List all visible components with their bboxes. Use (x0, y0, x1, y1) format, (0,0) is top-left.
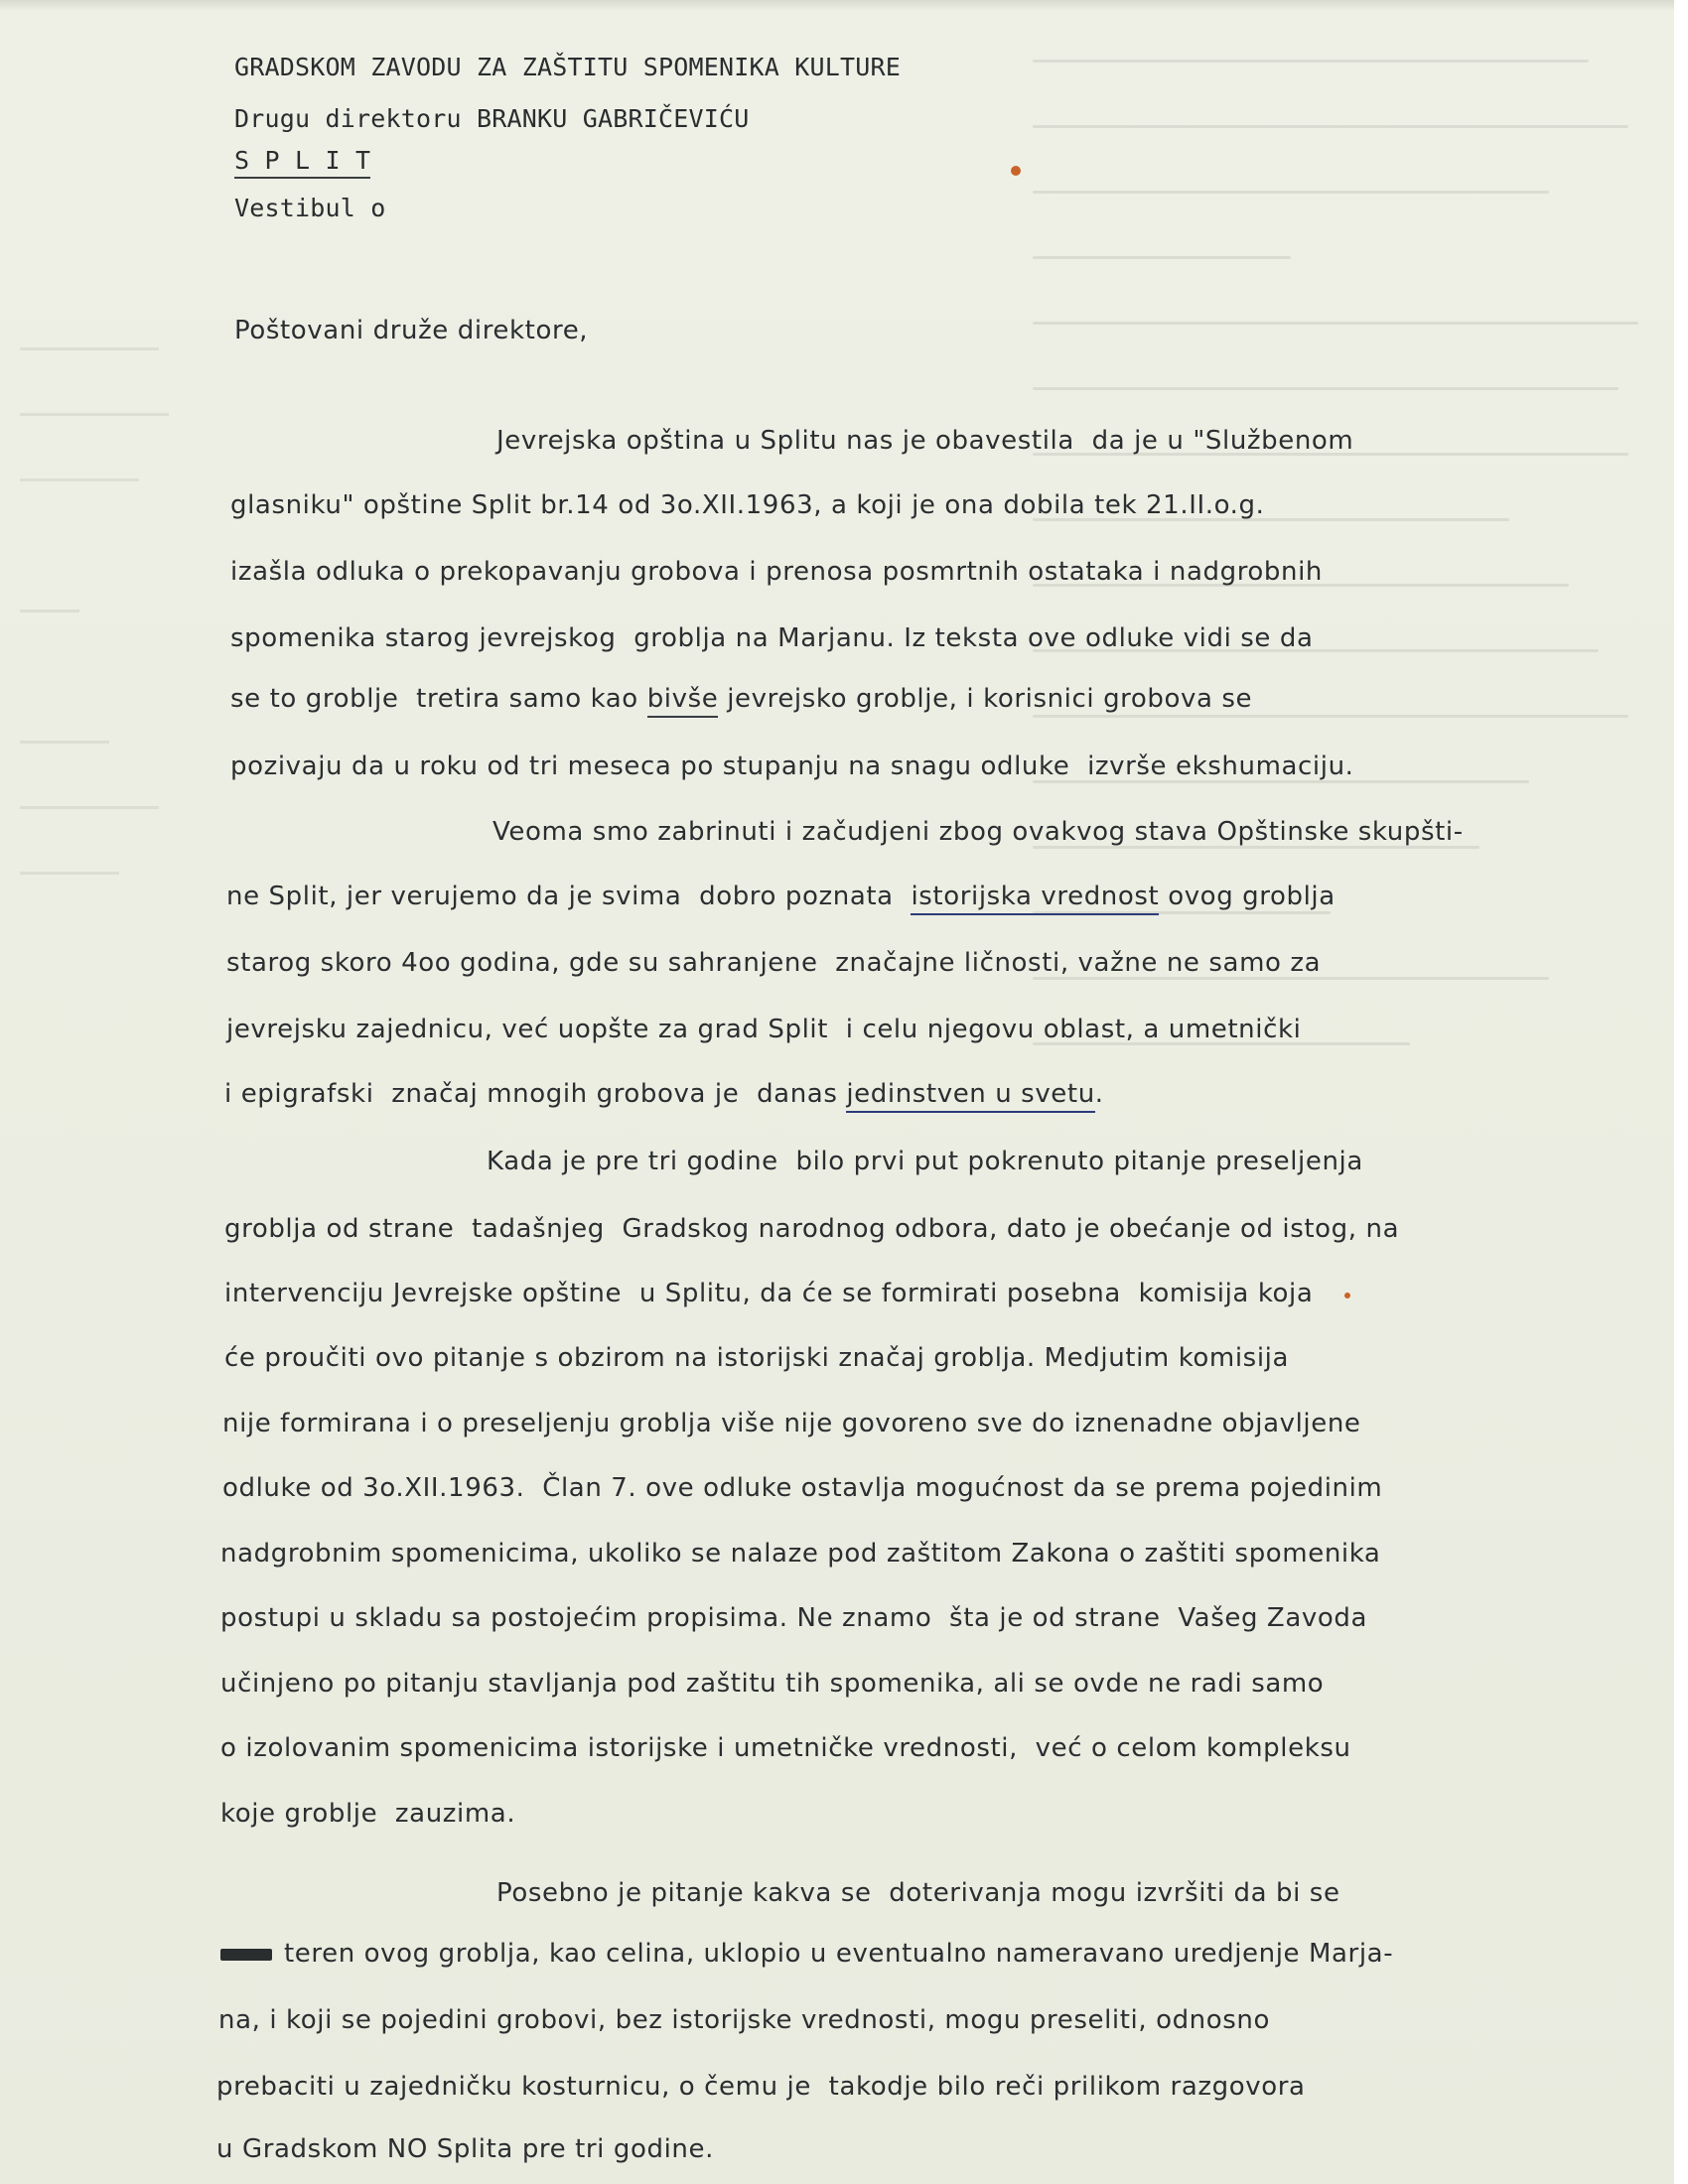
paragraph-3-line-1: Kada je pre tri godine bilo prvi put pokrenuto pitanje preseljenja (487, 1147, 1363, 1176)
struck-over-text (220, 1949, 272, 1961)
paragraph-3-line-9: učinjeno po pitanju stavljanja pod zaštitu tih spomenika, ali se ovde ne radi samo (220, 1669, 1325, 1699)
address-line-4: Vestibul o (234, 194, 386, 222)
paragraph-2-line-1: Veoma smo zabrinuti i začudjeni zbog ovakvog stava Opštinske skupšti- (492, 817, 1464, 847)
ink-dot (1344, 1293, 1350, 1298)
paragraph-3-line-6: odluke od 3o.XII.1963. Član 7. ove odluke ostavlja mogućnost da se prema pojedinim (222, 1473, 1383, 1503)
paragraph-1-line-6: pozivaju da u roku od tri meseca po stupanju na snagu odluke izvrše ekshumaciju. (230, 751, 1354, 781)
underlined-jedinstven-u-svetu: jedinstven u svetu (846, 1079, 1094, 1113)
paragraph-3-line-5: nije formirana i o preseljenju groblja više nije govoreno sve do iznenadne objavljene (222, 1409, 1361, 1438)
paragraph-4-line-3: na, i koji se pojedini grobovi, bez istorijske vrednosti, mogu preseliti, odnosno (218, 2005, 1270, 2035)
paragraph-4-line-1: Posebno je pitanje kakva se doterivanja mogu izvršiti da bi se (496, 1878, 1340, 1908)
scan-margin (1674, 0, 1688, 2184)
paragraph-4-line-5: u Gradskom NO Splita pre tri godine. (216, 2134, 714, 2164)
p1-line5-end: jevrejsko groblje, i korisnici grobova se (718, 684, 1253, 714)
p2-line5-end: . (1094, 1079, 1104, 1109)
paragraph-2-line-2 (226, 882, 1336, 911)
paragraph-1-line-5 (230, 684, 1252, 714)
address-city (234, 135, 370, 187)
page-top-edge (0, 0, 1674, 10)
paragraph-1-line-3: izašla odluka o prekopavanju grobova i prenosa posmrtnih ostataka i nadgrobnih (230, 557, 1324, 587)
p2-line2-start: ne Split, jer verujemo da je svima dobro poznata (226, 882, 912, 911)
paragraph-2-line-3: starog skoro 4oo godina, gde su sahranjene značajne ličnosti, važne ne samo za (226, 948, 1322, 978)
paragraph-2-line-5 (224, 1079, 1104, 1109)
salutation: Poštovani druže direktore, (234, 316, 589, 345)
paragraph-4-line-2: teren ovog groblja, kao celina, uklopio u eventualno nameravano uredjenje Marja- (284, 1939, 1394, 1969)
paragraph-3-line-4: će proučiti ovo pitanje s obzirom na istorijski značaj groblja. Medjutim komisija (224, 1343, 1290, 1373)
paragraph-4-line-4: prebaciti u zajedničku kosturnicu, o čemu je takodje bilo reči prilikom razgovora (216, 2072, 1306, 2102)
address-line-1: GRADSKOM ZAVODU ZA ZAŠTITU SPOMENIKA KULTURE (234, 53, 902, 81)
p1-line5-start: se to groblje tretira samo kao (230, 684, 647, 714)
paragraph-1-line-1: Jevrejska opština u Splitu nas je obavestila da je u "Službenom (496, 426, 1354, 456)
underlined-istorijska-vrednost: istorijska vrednost (911, 882, 1159, 915)
paragraph-3-line-7: nadgrobnim spomenicima, ukoliko se nalaze pod zaštitom Zakona o zaštiti spomenika (220, 1539, 1381, 1569)
paragraph-1-line-2: glasniku" opštine Split br.14 od 3o.XII.1963, a koji je ona dobila tek 21.II.o.g. (230, 490, 1265, 520)
paragraph-3-line-11: koje groblje zauzima. (220, 1799, 516, 1829)
paragraph-3-line-2: groblja od strane tadašnjeg Gradskog narodnog odbora, dato je obećanje od istog, na (224, 1214, 1400, 1244)
paragraph-3-line-10: o izolovanim spomenicima istorijske i umetničke vrednosti, već o celom kompleksu (220, 1733, 1351, 1763)
p2-line2-end: ovog groblja (1159, 882, 1336, 911)
paragraph-3-line-8: postupi u skladu sa postojećim propisima. Ne znamo šta je od strane Vašeg Zavoda (220, 1603, 1367, 1633)
address-line-2: Drugu direktoru BRANKU GABRIČEVIĆU (234, 104, 750, 133)
paragraph-3-line-3: intervenciju Jevrejske opštine u Splitu, da će se formirati posebna komisija koja (224, 1279, 1314, 1308)
underlined-bivse: bivše (647, 684, 719, 718)
paragraph-1-line-4: spomenika starog jevrejskog groblja na Marjanu. Iz teksta ove odluke vidi se da (230, 623, 1314, 653)
p2-line5-start: i epigrafski značaj mnogih grobova je danas (224, 1079, 847, 1109)
city-underlined: S P L I T (234, 146, 370, 179)
ink-stain (1011, 166, 1021, 176)
paragraph-2-line-4: jevrejsku zajednicu, već uopšte za grad Split i celu njegovu oblast, a umetnički (226, 1015, 1302, 1044)
bleed-through-text-left (20, 347, 179, 1042)
bleed-through-text (1033, 60, 1668, 1152)
